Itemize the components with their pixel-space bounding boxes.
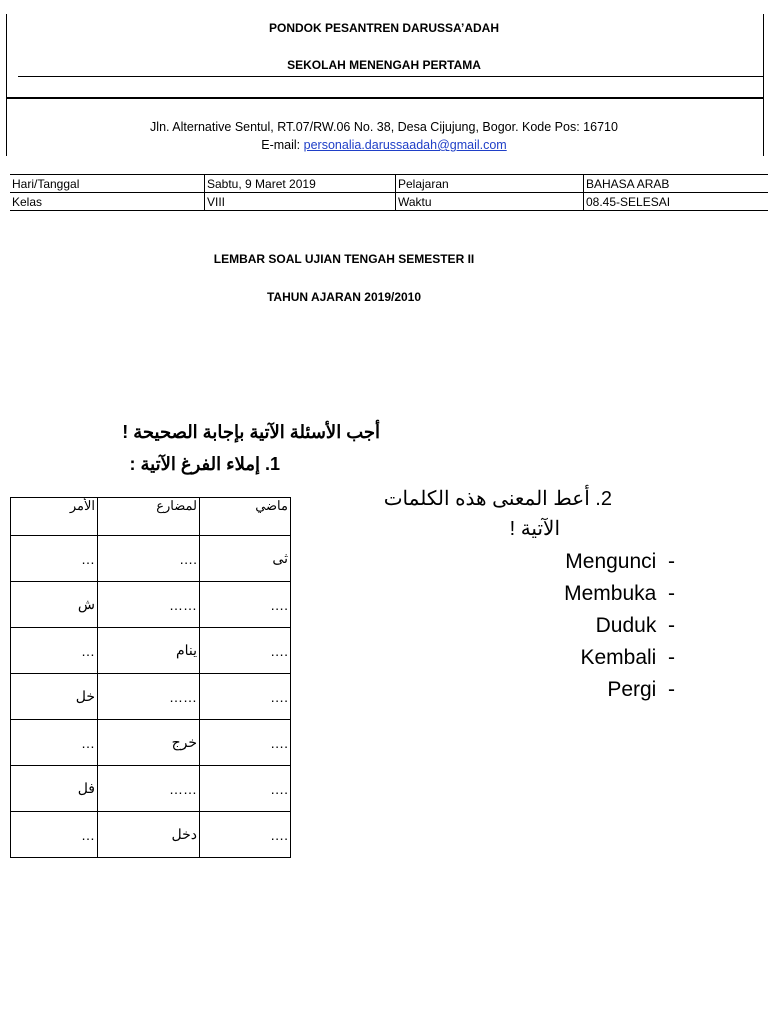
school-name: SEKOLAH MENENGAH PERTAMA xyxy=(287,58,481,72)
institution-name: PONDOK PESANTREN DARUSSA’ADAH xyxy=(268,21,500,35)
question-1-table xyxy=(10,497,291,858)
header-amr: الأمر xyxy=(11,498,98,536)
table-cell: …. xyxy=(200,674,291,720)
header-left-border xyxy=(6,14,7,156)
school-address: Jln. Alternative Sentul, RT.07/RW.06 No. 38, Desa Cijujung, Bogor. Kode Pos: 16710 xyxy=(150,120,618,134)
class-label: Kelas xyxy=(10,193,205,211)
table-cell: …. xyxy=(200,582,291,628)
info-row xyxy=(10,175,768,193)
general-instruction: أجب الأسئلة الآتية بإجابة الصحيحة ! xyxy=(122,422,380,442)
table-cell: …. xyxy=(200,720,291,766)
header-divider-bottom xyxy=(6,97,764,99)
header-right-border xyxy=(763,14,764,156)
time-label: Waktu xyxy=(396,193,584,211)
table-cell: … xyxy=(11,628,98,674)
table-row xyxy=(11,674,291,720)
table-cell: … xyxy=(11,812,98,858)
email-link[interactable]: personalia.darussaadah@gmail.com xyxy=(303,138,507,152)
subject-label: Pelajaran xyxy=(396,175,584,193)
table-header-row xyxy=(11,498,291,536)
table-cell: فل xyxy=(11,766,98,812)
question-1-title: 1. إملاء الفرغ الآتية : xyxy=(129,454,280,474)
table-cell: دخل xyxy=(98,812,200,858)
table-cell: …. xyxy=(200,628,291,674)
table-row xyxy=(11,720,291,766)
table-cell: …… xyxy=(98,766,200,812)
table-cell: …. xyxy=(200,812,291,858)
table-cell: … xyxy=(11,720,98,766)
vocab-item: Kembali - xyxy=(580,646,675,669)
exam-info-table xyxy=(10,174,768,211)
table-row xyxy=(11,766,291,812)
table-row xyxy=(11,628,291,674)
email-line xyxy=(0,138,768,152)
question-2-title-cont: الآتية ! xyxy=(509,518,560,540)
subject-value: BAHASA ARAB xyxy=(584,175,768,193)
table-cell: ينام xyxy=(98,628,200,674)
email-label: E-mail: xyxy=(261,138,304,152)
vocab-item: Pergi - xyxy=(607,678,675,701)
table-cell: ثى xyxy=(200,536,291,582)
exam-title: LEMBAR SOAL UJIAN TENGAH SEMESTER II xyxy=(213,252,475,266)
table-cell: خل xyxy=(11,674,98,720)
table-cell: …. xyxy=(200,766,291,812)
table-row xyxy=(11,812,291,858)
table-cell: … xyxy=(11,536,98,582)
header-madhi: ماضي xyxy=(200,498,291,536)
day-date-label: Hari/Tanggal xyxy=(10,175,205,193)
header-divider-top xyxy=(18,76,763,77)
class-value: VIII xyxy=(205,193,396,211)
time-value: 08.45-SELESAI xyxy=(584,193,768,211)
table-cell: …. xyxy=(98,536,200,582)
day-date-value: Sabtu, 9 Maret 2019 xyxy=(205,175,396,193)
vocab-item: Mengunci - xyxy=(565,550,675,573)
table-row xyxy=(11,582,291,628)
table-row xyxy=(11,536,291,582)
table-cell: …… xyxy=(98,674,200,720)
header-mudhari: لمضارع xyxy=(98,498,200,536)
question-2-title: 2. أعط المعنى هذه الكلمات xyxy=(383,488,612,510)
table-cell: خرج xyxy=(98,720,200,766)
vocab-item: Membuka - xyxy=(564,582,675,605)
vocab-item: Duduk - xyxy=(595,614,675,637)
table-cell: …… xyxy=(98,582,200,628)
table-cell: ش xyxy=(11,582,98,628)
academic-year: TAHUN AJARAN 2019/2010 xyxy=(266,290,422,304)
info-row xyxy=(10,193,768,211)
